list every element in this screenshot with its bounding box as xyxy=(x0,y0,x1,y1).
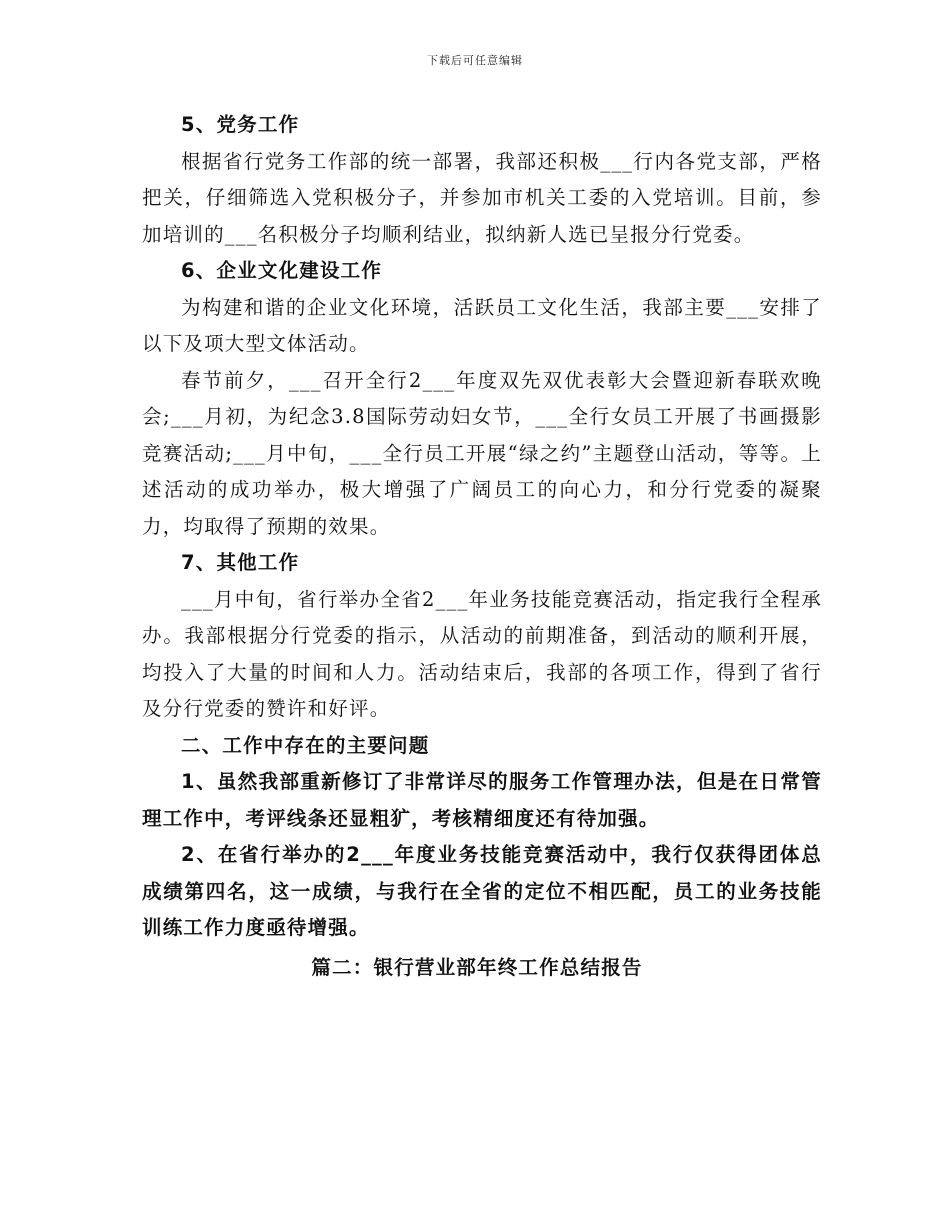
section-heading-problems: 二、工作中存在的主要问题 xyxy=(181,733,430,757)
problem-item-1: 1、虽然我部重新修订了非常详尽的服务工作管理办法，但是在日常管理工作中，考评线条还显粗犷，考核精细度还有待加强。 xyxy=(142,770,822,830)
paragraph-party-work: 根据省行党务工作部的统一部署，我部还积极___行内各党支部，严格把关，仔细筛选入党积极分子，并参加市机关工委的入党培训。目前，参加培训的___名积极分子均顺利结业，拟纳新人选已呈报分行党委。 xyxy=(142,149,822,246)
paragraph-other-work: ___月中旬，省行举办全省2___年业务技能竞赛活动，指定我行全程承办。我部根据分行党委的指示，从活动的前期准备，到活动的顺利开展，均投入了大量的时间和人力。活动结束后，我部的各项工作，得到了省行及分行党委的赞许和好评。 xyxy=(142,587,822,720)
next-section-title: 篇二：银行营业部年终工作总结报告 xyxy=(311,955,643,979)
header-note: 下载后可任意编辑 xyxy=(427,54,523,67)
section-heading-culture: 6、企业文化建设工作 xyxy=(181,259,383,282)
section-heading-other-work: 7、其他工作 xyxy=(181,551,300,574)
problem-item-2: 2、在省行举办的2___年度业务技能竞赛活动中，我行仅获得团体总成绩第四名，这一成绩，与我行在全省的定位不相匹配，员工的业务技能训练工作力度亟待增强。 xyxy=(142,843,822,939)
section-heading-party-work: 5、党务工作 xyxy=(181,113,300,136)
paragraph-culture-intro: 为构建和谐的企业文化环境，活跃员工文化生活，我部主要___安排了以下及项大型文体活动。 xyxy=(142,295,822,355)
document-body xyxy=(142,107,822,986)
paragraph-culture-activities: 春节前夕，___召开全行2___年度双先双优表彰大会暨迎新春联欢晚会;___月初，为纪念3.8国际劳动妇女节，___全行女员工开展了书画摄影竞赛活动;___月中旬，___全行员工开展“绿之约”主题登山活动，等等。上述活动的成功举办，极大增强了广阔员工的向心力，和分行党委的凝聚力，均取得了预期的效果。 xyxy=(142,368,822,538)
